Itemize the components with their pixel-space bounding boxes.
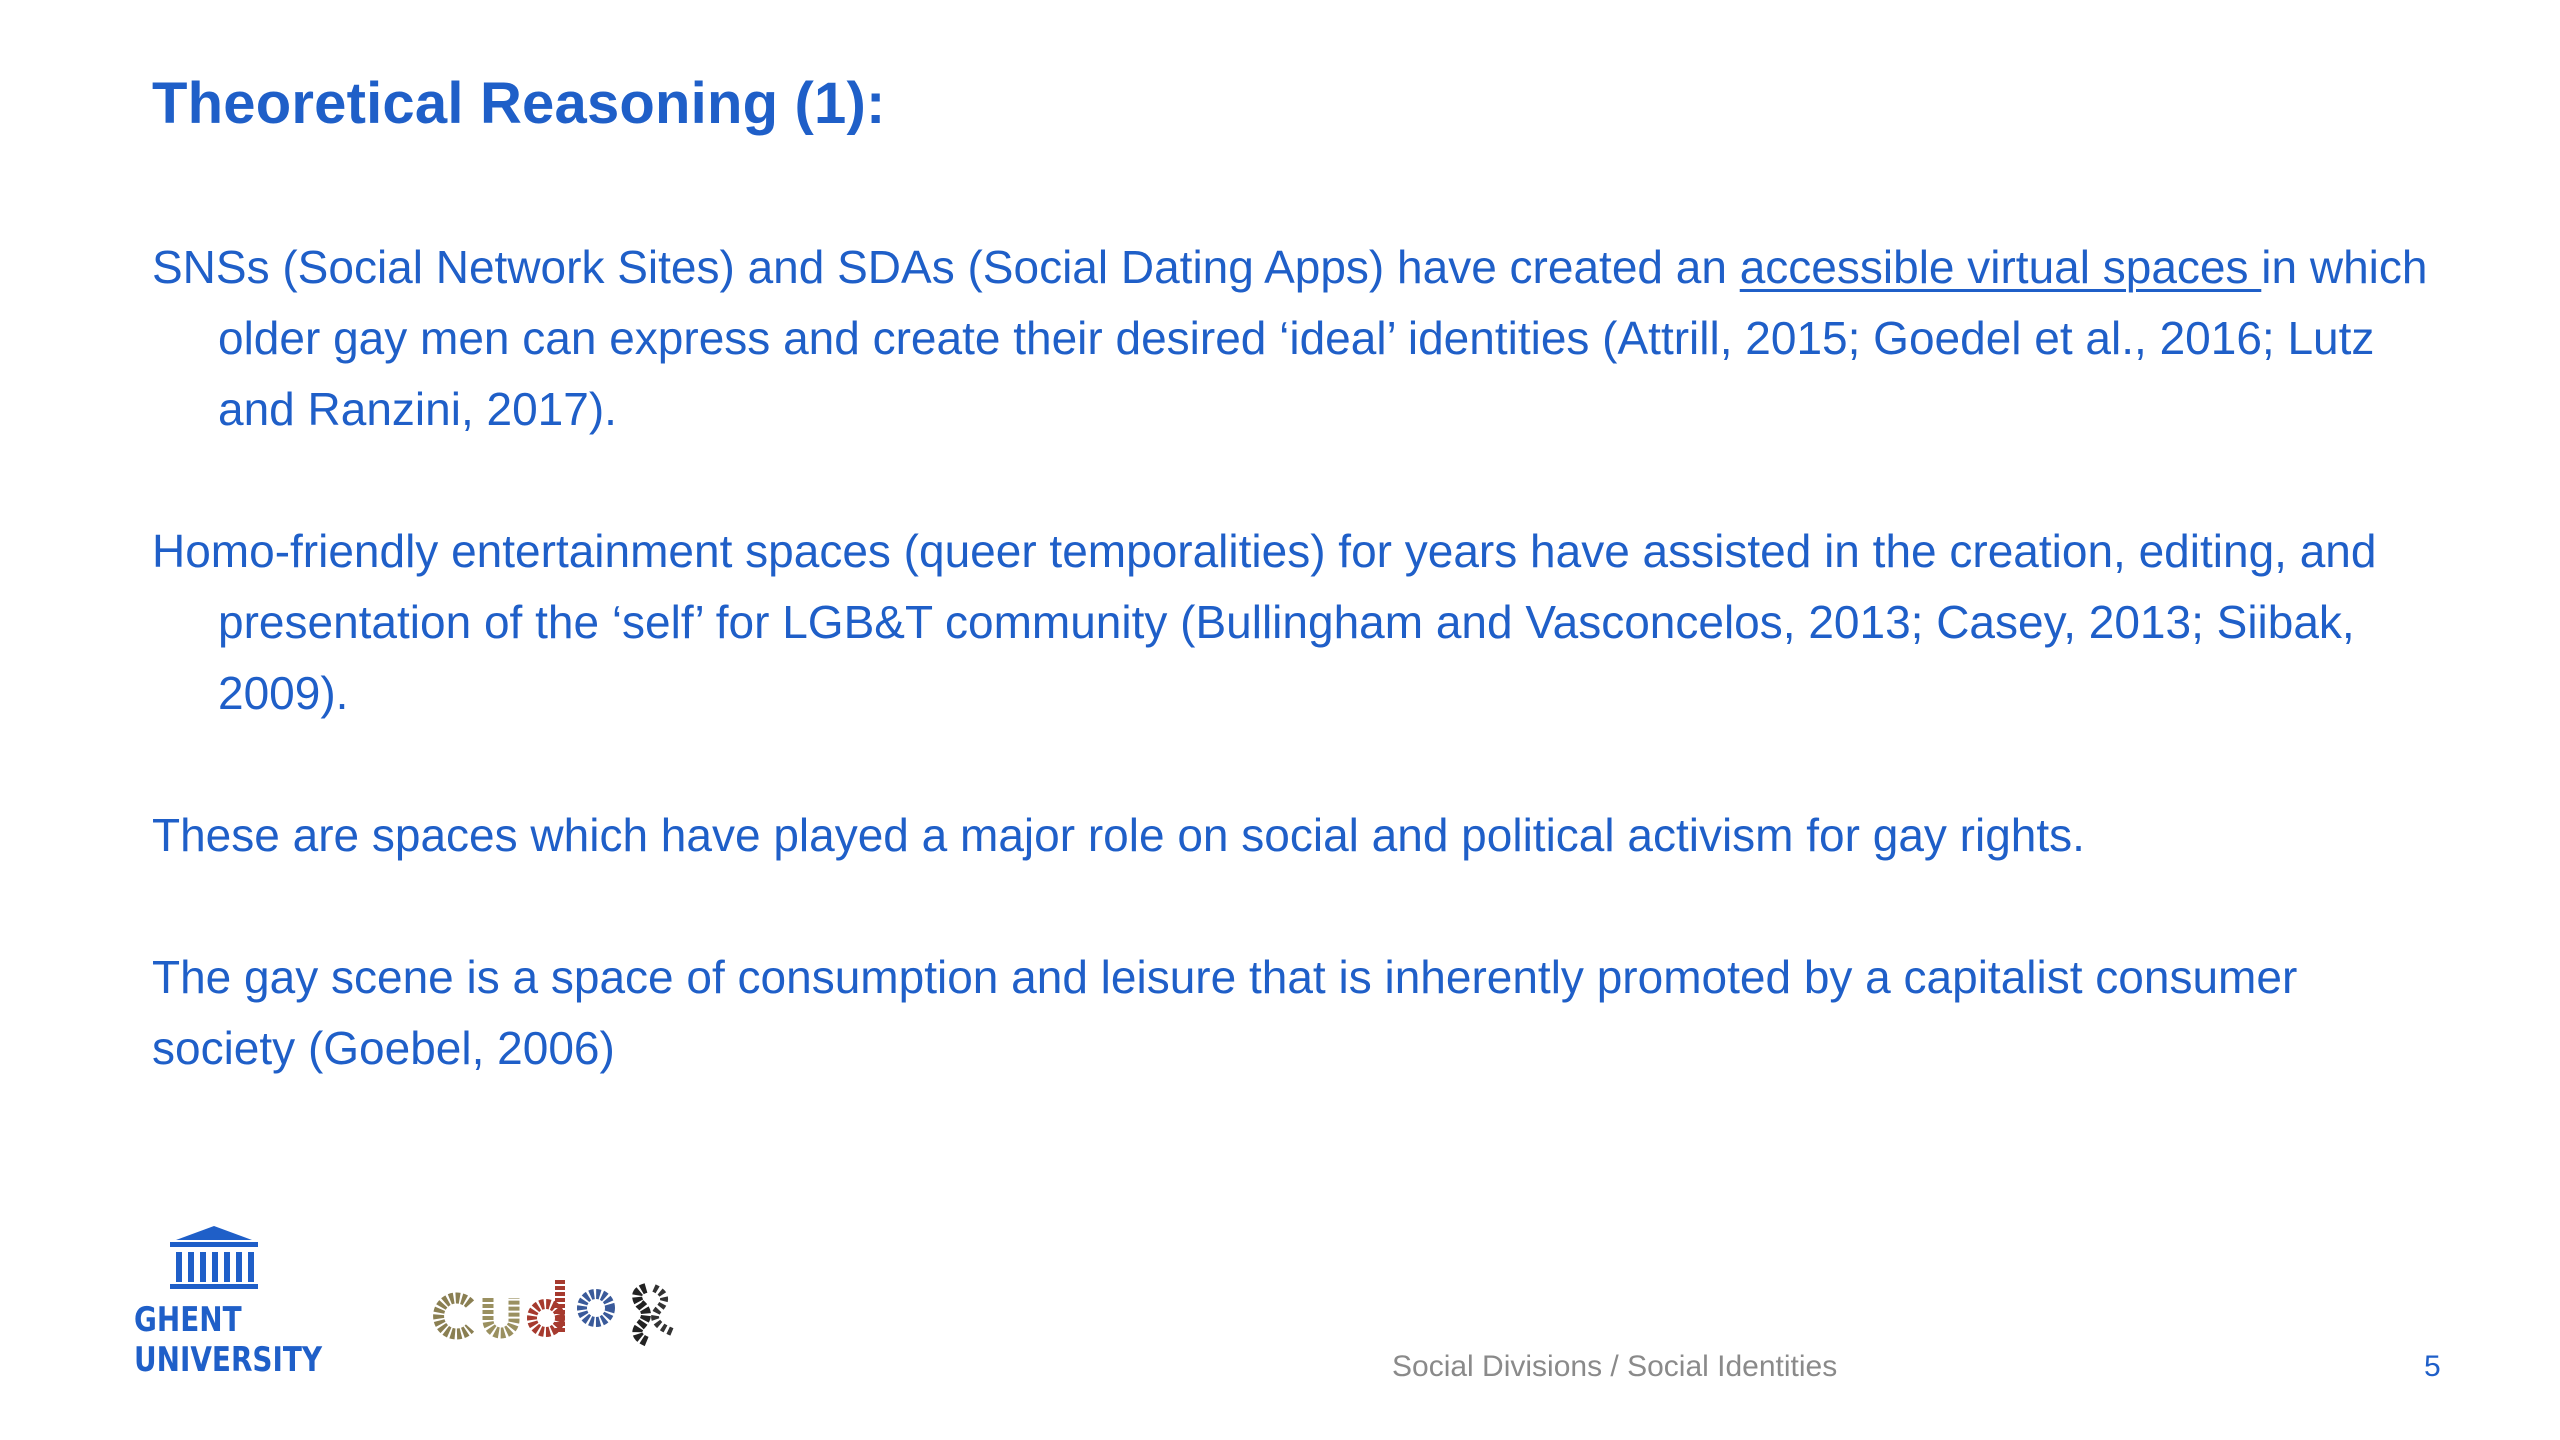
- slide-title: Theoretical Reasoning (1):: [152, 71, 886, 136]
- ghent-university-wordmark: [134, 1300, 322, 1380]
- paragraph-text: in which older gay men can express and create their desired ‘ideal’ identities (Attrill, 2015; Goedel et al., 2016; Lutz and Ranzini, 2017).: [218, 241, 2428, 435]
- paragraph-sns-sda: [152, 232, 2452, 445]
- accessible-virtual-spaces-link[interactable]: accessible virtual spaces: [1739, 241, 2262, 293]
- footer-caption: Social Divisions / Social Identities: [1392, 1350, 1838, 1383]
- university-name-line1: GHENT: [134, 1300, 242, 1340]
- paragraph-text: SNSs (Social Network Sites) and SDAs (Social Dating Apps) have created an: [152, 241, 1740, 293]
- paragraph-activism: These are spaces which have played a major role on social and political activism for gay rights.: [152, 809, 2085, 861]
- cudos-logo: [426, 1270, 716, 1350]
- page-number: 5: [2424, 1350, 2441, 1383]
- paragraph-homo-friendly: Homo-friendly entertainment spaces (queer temporalities) for years have assisted in the creation, editing, and presentation of the ‘self’ for LGB&T community (Bullingham and Vasconcelos, 2013; Casey, 2013; Siibak, 2009).: [152, 525, 2377, 719]
- paragraph-gay-scene: The gay scene is a space of consumption and leisure that is inherently promoted by a capitalist consumer society (Goebel, 2006): [152, 951, 2298, 1074]
- slide-body: [152, 232, 2452, 1155]
- university-name-line2: UNIVERSITY: [134, 1340, 323, 1380]
